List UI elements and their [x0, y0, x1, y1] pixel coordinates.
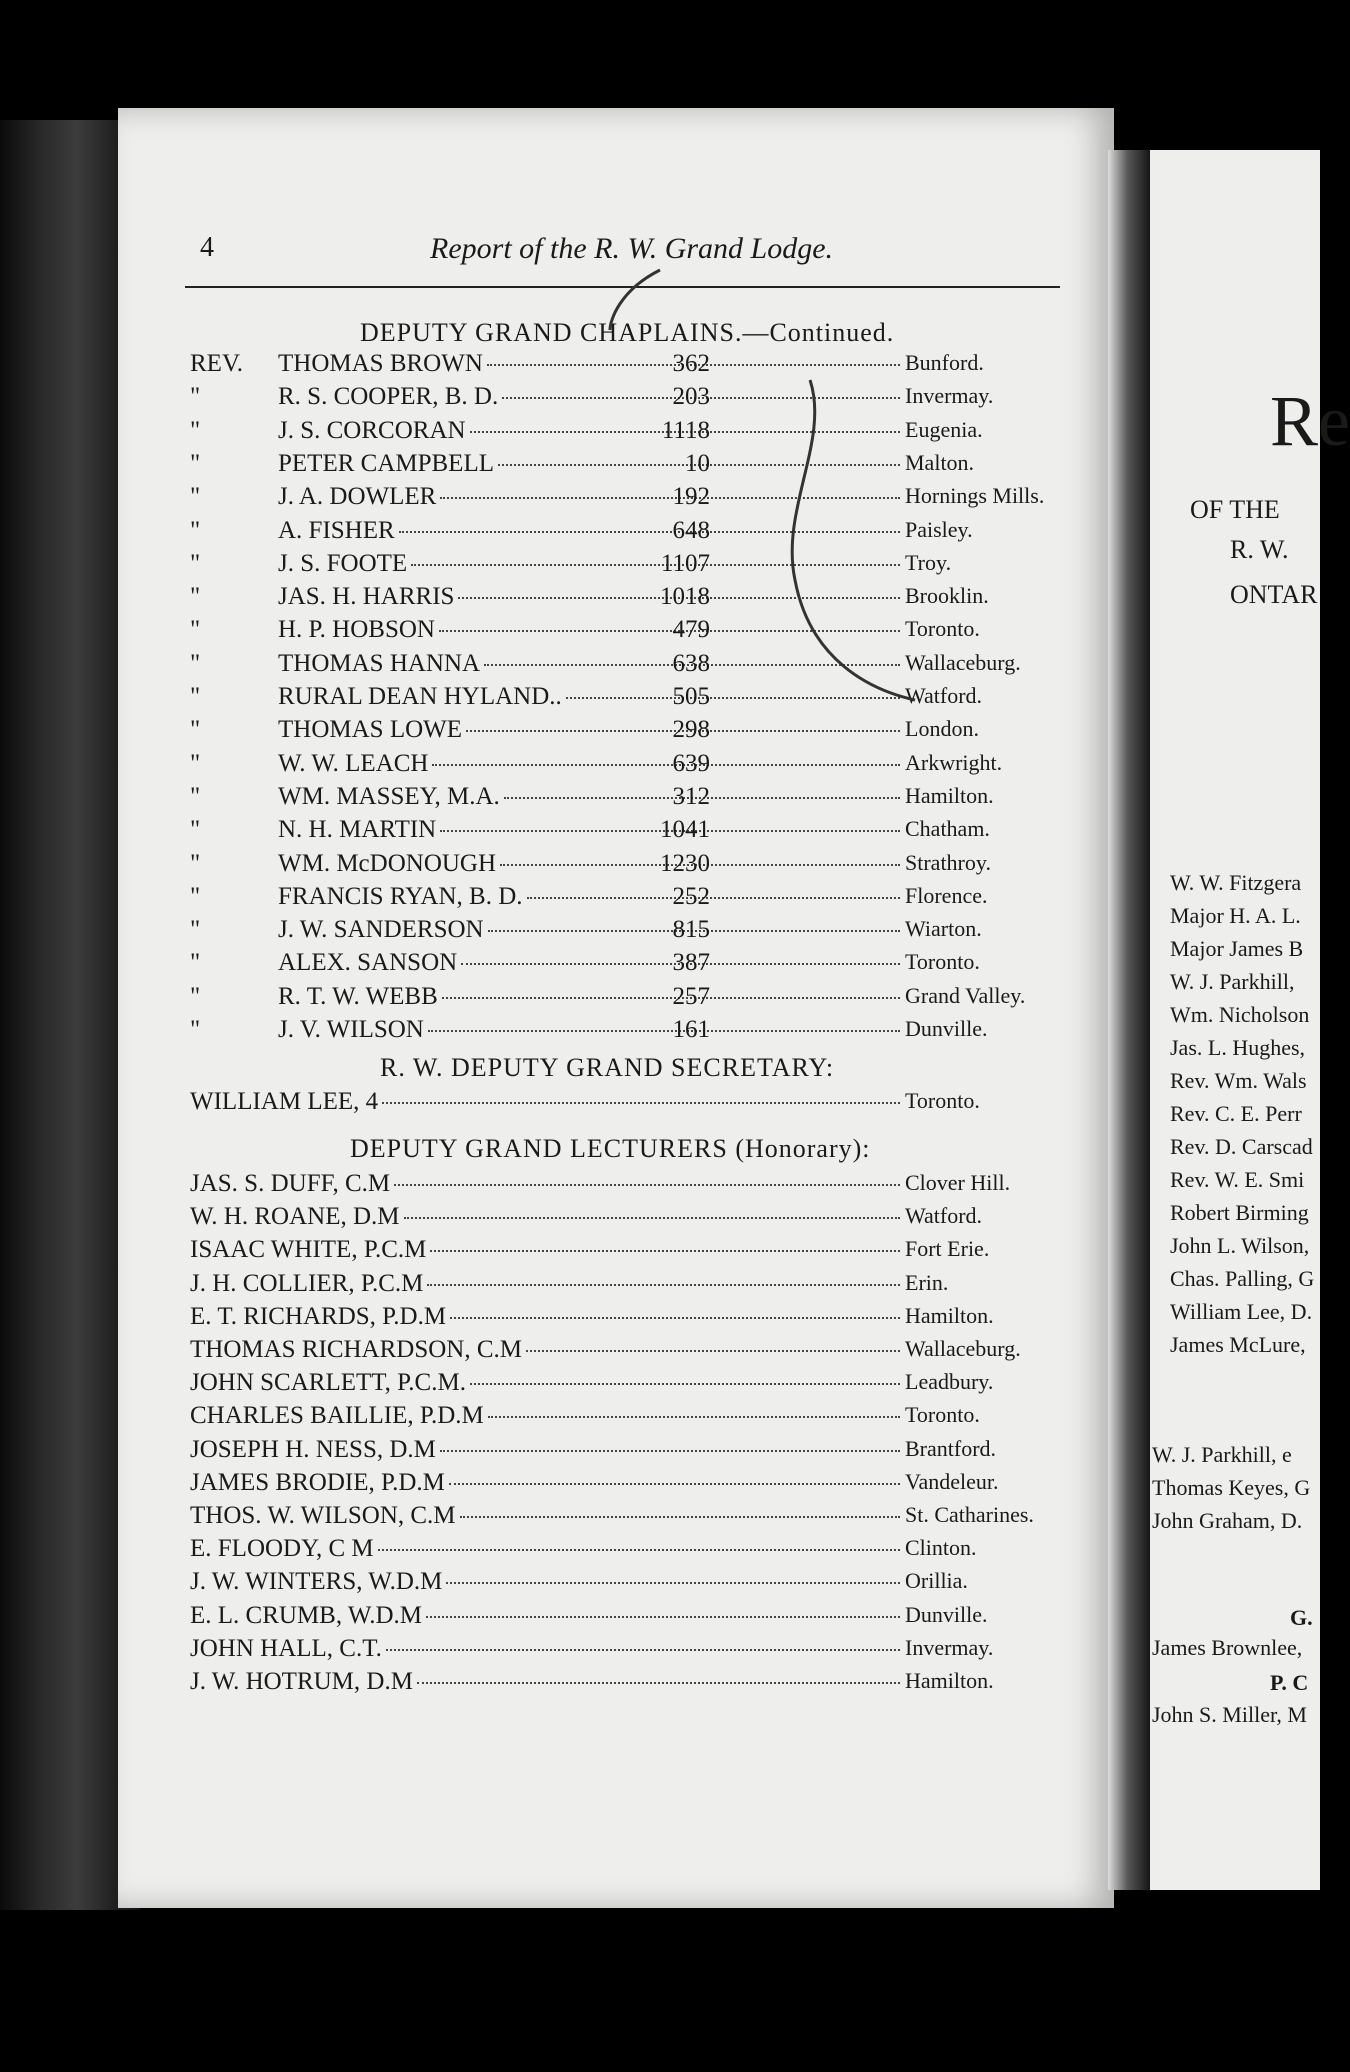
row-place: Watford. — [905, 683, 983, 708]
page-number: 4 — [200, 232, 214, 263]
lecturer-row — [190, 1170, 1010, 1202]
row-place: Clinton. — [905, 1535, 977, 1561]
row-name: R. S. COOPER, B. D. — [278, 383, 499, 411]
row-name: FRANCIS RYAN, B. D. — [278, 882, 523, 910]
dot-leader — [449, 1483, 900, 1485]
lecturer-row — [190, 1535, 1010, 1567]
dot-leader — [450, 1317, 900, 1319]
right-page-officer: Rev. Wm. Wals — [1170, 1068, 1307, 1093]
right-page-p-name: John S. Miller, M — [1152, 1702, 1307, 1727]
row-prefix: REV. — [190, 350, 244, 377]
lecturer-row — [190, 1402, 1010, 1434]
chaplain-row — [190, 916, 1010, 948]
lodge-number: 298 — [672, 716, 710, 744]
row-place: Dunville. — [905, 1016, 988, 1041]
row-prefix: " — [190, 649, 201, 677]
dot-leader — [470, 1383, 900, 1385]
dot-leader — [404, 1217, 900, 1219]
row-name: THOMAS BROWN — [278, 350, 483, 377]
right-page-officer: John L. Wilson, — [1170, 1233, 1310, 1258]
row-name: JOSEPH H. NESS, D.M — [190, 1435, 436, 1463]
row-name: J. H. COLLIER, P.C.M — [190, 1269, 424, 1297]
lecturer-row — [190, 1203, 1010, 1235]
row-place: Clover Hill. — [905, 1170, 1011, 1195]
lodge-number: 479 — [672, 616, 710, 644]
row-place: Toronto. — [905, 949, 980, 975]
lodge-number: 312 — [672, 782, 710, 810]
lecturer-row — [190, 1635, 1010, 1667]
lodge-number: 362 — [672, 350, 710, 377]
row-name: A. FISHER — [278, 516, 395, 544]
lodge-number: 161 — [672, 1016, 710, 1043]
row-place: Florence. — [905, 882, 988, 908]
row-place: London. — [905, 716, 979, 742]
lodge-number: 192 — [672, 483, 710, 511]
lecturer-row — [190, 1303, 1010, 1335]
dot-leader — [488, 1416, 900, 1418]
row-name: JAMES BRODIE, P.D.M — [190, 1468, 445, 1496]
row-place: Wallaceburg. — [905, 1336, 1021, 1361]
right-page-officer: Rev. D. Carscad — [1170, 1134, 1313, 1159]
row-place: Brooklin. — [905, 583, 989, 609]
right-page-officer: Robert Birming — [1170, 1200, 1309, 1225]
row-place: Fort Erie. — [905, 1236, 990, 1262]
row-prefix: " — [190, 1016, 201, 1043]
running-title: Report of the R. W. Grand Lodge. — [430, 232, 834, 265]
row-prefix: " — [190, 616, 201, 644]
row-name: J. W. SANDERSON — [278, 916, 484, 944]
row-place: Dunville. — [905, 1601, 988, 1627]
dot-leader — [446, 1582, 900, 1584]
row-place: Troy. — [905, 549, 952, 575]
right-page-officer: James McLure, — [1170, 1332, 1306, 1357]
lecturer-row — [190, 1568, 1010, 1600]
row-prefix: " — [190, 716, 201, 744]
row-place: Invermay. — [905, 383, 994, 409]
lecturer-row — [190, 1270, 1010, 1302]
right-page-line-2: R. W. — [1230, 535, 1289, 564]
row-name: JOHN SCARLETT, P.C.M. — [190, 1369, 466, 1397]
row-name: THOMAS RICHARDSON, C.M — [190, 1336, 522, 1363]
row-name: J. W. HOTRUM, D.M — [190, 1668, 413, 1695]
row-place: Hamilton. — [905, 1302, 994, 1328]
row-prefix: " — [190, 549, 201, 577]
row-name: WILLIAM LEE, 4 — [190, 1088, 379, 1115]
lodge-number: 10 — [685, 449, 710, 477]
row-place: Orillia. — [905, 1568, 968, 1594]
row-place: Leadbury. — [905, 1369, 994, 1395]
lecturer-row — [190, 1369, 1010, 1401]
row-place: Hornings Mills. — [905, 483, 1045, 509]
right-page-officer: John Graham, D. — [1152, 1508, 1303, 1533]
lodge-number: 1230 — [660, 849, 710, 877]
chaplain-row — [190, 883, 1010, 915]
row-place: Brantford. — [905, 1435, 997, 1461]
row-name: J. S. CORCORAN — [278, 416, 466, 444]
row-name: JAS. S. DUFF, C.M — [190, 1170, 391, 1197]
lodge-number: 638 — [672, 649, 710, 677]
row-name: E. FLOODY, C M — [190, 1535, 374, 1563]
row-prefix: " — [190, 416, 201, 444]
chaplain-row — [190, 816, 1010, 848]
row-place: St. Catharines. — [905, 1502, 1034, 1527]
right-page-officer: William Lee, D. — [1170, 1299, 1313, 1324]
row-name: WM. MASSEY, M.A. — [278, 782, 500, 810]
lodge-number: 1107 — [660, 549, 710, 577]
row-prefix: " — [190, 383, 201, 411]
lodge-number: 639 — [672, 749, 710, 777]
secretary-heading: R. W. DEPUTY GRAND SECRETARY: — [380, 1053, 835, 1082]
row-prefix: " — [190, 982, 201, 1010]
row-prefix: " — [190, 449, 201, 477]
row-name: ISAAC WHITE, P.C.M — [190, 1236, 427, 1264]
lodge-number: 505 — [672, 683, 710, 710]
row-place: Hamilton. — [905, 1668, 994, 1693]
right-page-p-heading: P. C — [1270, 1670, 1309, 1695]
lecturer-row — [190, 1469, 1010, 1501]
row-prefix: " — [190, 749, 201, 777]
right-page-officer: W. W. Fitzgera — [1170, 870, 1302, 895]
row-name: N. H. MARTIN — [278, 816, 437, 844]
dot-leader — [440, 1450, 900, 1452]
dot-leader — [527, 897, 900, 899]
row-name: JOHN HALL, C.T. — [190, 1634, 382, 1662]
right-page-g-heading: G. — [1290, 1605, 1313, 1630]
right-page-officer: W. J. Parkhill, e — [1152, 1442, 1292, 1467]
row-place: Toronto. — [905, 1402, 980, 1428]
row-prefix: " — [190, 949, 201, 977]
secretary-row — [190, 1088, 1010, 1120]
dot-leader — [430, 1250, 900, 1252]
row-place: Wiarton. — [905, 916, 982, 942]
row-name: THOMAS LOWE — [278, 716, 463, 744]
row-name: E. T. RICHARDS, P.D.M — [190, 1302, 447, 1330]
chaplain-row — [190, 783, 1010, 815]
lodge-number: 387 — [672, 949, 710, 977]
row-place: Invermay. — [905, 1634, 994, 1660]
lecturer-row — [190, 1336, 1021, 1368]
row-name: W. H. ROANE, D.M — [190, 1203, 400, 1231]
row-name: THOS. W. WILSON, C.M — [190, 1502, 456, 1529]
right-page-officer: Rev. W. E. Smi — [1170, 1167, 1305, 1192]
row-prefix: " — [190, 583, 201, 611]
chaplain-row — [190, 750, 1010, 782]
row-name: J. S. FOOTE — [278, 549, 408, 577]
right-page-line-1: OF THE — [1190, 495, 1280, 524]
dot-leader — [417, 1682, 900, 1684]
dot-leader — [382, 1102, 900, 1104]
row-name: JAS. H. HARRIS — [278, 583, 455, 611]
row-place: Toronto. — [905, 616, 980, 642]
chaplain-row — [190, 949, 1010, 981]
right-page-line-3: ONTAR — [1230, 580, 1318, 609]
right-page-officer: Rev. C. E. Perr — [1170, 1101, 1302, 1126]
row-name: J. W. WINTERS, W.D.M — [190, 1568, 443, 1596]
row-place: Bunford. — [905, 350, 984, 375]
right-page-officer: Jas. L. Hughes, — [1170, 1035, 1306, 1060]
row-place: Toronto. — [905, 1088, 980, 1113]
row-place: Hamilton. — [905, 782, 994, 808]
lodge-number: 815 — [672, 916, 710, 944]
lodge-number: 1041 — [660, 816, 710, 844]
chaplain-row — [190, 982, 1026, 1015]
dot-leader — [426, 1616, 900, 1618]
lecturer-row — [190, 1436, 1010, 1468]
right-page-officer: Wm. Nicholson — [1170, 1002, 1310, 1027]
row-place: Malton. — [905, 449, 975, 475]
dot-leader — [460, 1516, 900, 1518]
row-name: J. V. WILSON — [278, 1016, 424, 1043]
row-place: Watford. — [905, 1203, 983, 1229]
row-place: Arkwright. — [905, 749, 1003, 775]
lodge-number: 1118 — [661, 416, 710, 444]
row-prefix: " — [190, 516, 201, 544]
right-page-g-name: James Brownlee, — [1152, 1635, 1303, 1660]
row-name: RURAL DEAN HYLAND.. — [278, 683, 562, 710]
lecturer-row — [190, 1502, 1034, 1534]
lecturer-row — [190, 1236, 1010, 1268]
row-prefix: " — [190, 483, 201, 511]
row-prefix: " — [190, 882, 201, 910]
row-name: PETER CAMPBELL — [278, 449, 494, 477]
chaplain-row — [190, 850, 1010, 882]
row-name: WM. McDONOUGH — [278, 849, 497, 877]
right-page-big-letters: Re — [1270, 381, 1350, 461]
row-name: CHARLES BAILLIE, P.D.M — [190, 1402, 484, 1430]
row-name: E. L. CRUMB, W.D.M — [190, 1601, 422, 1629]
row-place: Eugenia. — [905, 416, 983, 442]
lodge-number: 1018 — [660, 583, 710, 611]
lodge-number: 252 — [672, 882, 710, 910]
right-page-officer: Thomas Keyes, G — [1152, 1475, 1311, 1500]
dot-leader — [378, 1549, 900, 1551]
right-page-officer: Major H. A. L. — [1170, 903, 1301, 928]
row-place: Paisley. — [905, 516, 973, 542]
row-place: Strathroy. — [905, 849, 991, 875]
lodge-number: 648 — [672, 516, 710, 544]
chaplains-heading: DEPUTY GRAND CHAPLAINS.—Continued. — [360, 318, 895, 347]
row-name: H. P. HOBSON — [278, 616, 435, 644]
row-name: R. T. W. WEBB — [278, 982, 438, 1010]
row-name: THOMAS HANNA — [278, 649, 481, 677]
row-place: Grand Valley. — [905, 982, 1026, 1008]
pencil-annotation — [580, 260, 1060, 720]
right-page-officer: Major James B — [1170, 936, 1304, 961]
row-prefix: " — [190, 782, 201, 810]
lecturer-row — [190, 1668, 1010, 1700]
chaplain-row — [190, 1016, 1010, 1048]
right-page-officer: Chas. Palling, G — [1170, 1266, 1315, 1291]
row-prefix: " — [190, 816, 201, 844]
lodge-number: 257 — [672, 982, 710, 1010]
row-name: J. A. DOWLER — [278, 483, 437, 511]
row-place: Erin. — [905, 1269, 949, 1295]
right-page-officer: W. J. Parkhill, — [1170, 969, 1295, 994]
row-name: W. W. LEACH — [278, 749, 429, 777]
dot-leader — [386, 1649, 900, 1651]
row-place: Wallaceburg. — [905, 649, 1021, 675]
dot-leader — [394, 1184, 900, 1186]
lodge-number: 203 — [672, 383, 710, 411]
row-prefix: " — [190, 849, 201, 877]
dot-leader — [427, 1284, 900, 1286]
row-prefix: " — [190, 683, 201, 710]
dot-leader — [526, 1350, 900, 1352]
chaplain-row — [190, 716, 1010, 748]
row-name: ALEX. SANSON — [278, 949, 458, 977]
lecturers-heading: DEPUTY GRAND LECTURERS (Honorary): — [350, 1134, 871, 1163]
row-prefix: " — [190, 916, 201, 944]
right-page — [1150, 150, 1350, 1890]
row-place: Vandeleur. — [905, 1468, 999, 1494]
lecturer-row — [190, 1602, 1010, 1634]
row-place: Chatham. — [905, 816, 990, 842]
